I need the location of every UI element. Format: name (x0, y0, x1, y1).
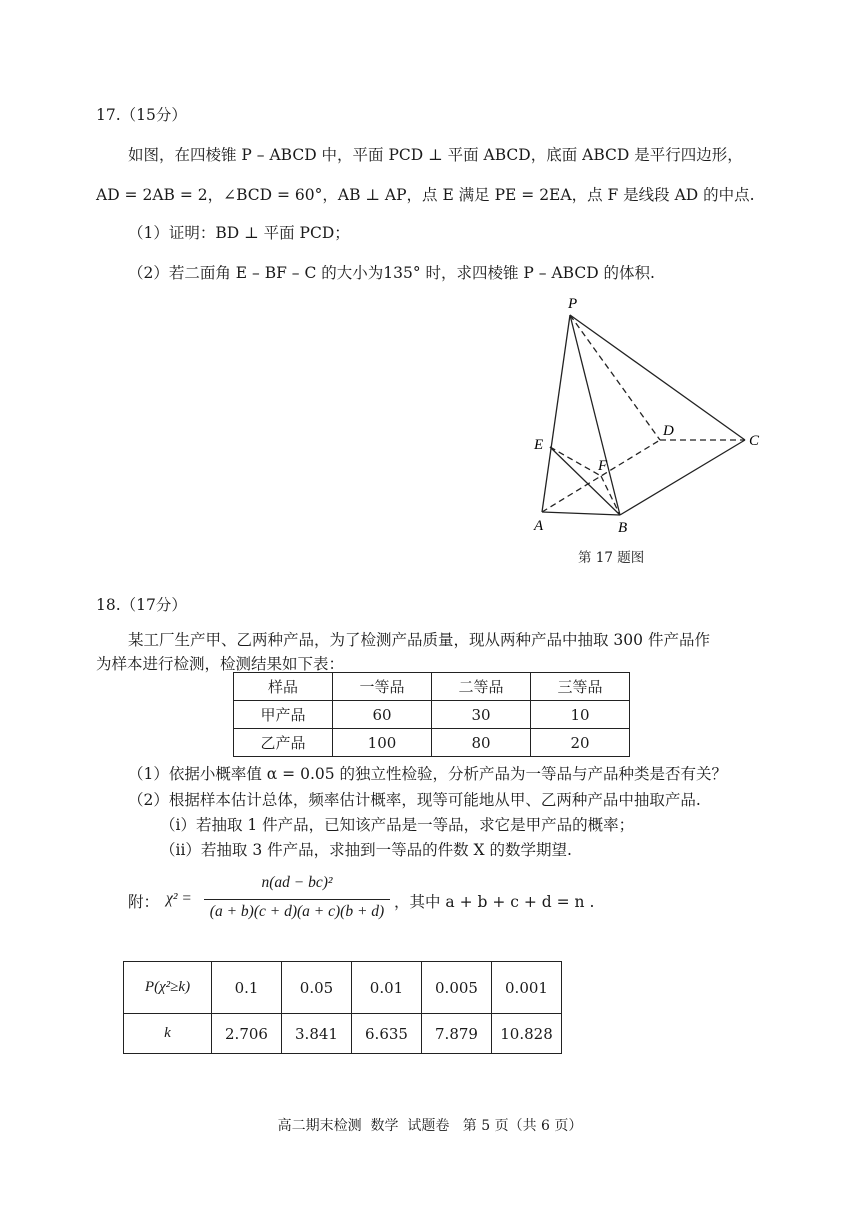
q18-intro-line2: 为样本进行检测，检测结果如下表： (96, 655, 345, 673)
q17-figure-caption: 第 17 题图 (578, 550, 645, 566)
q17-stem-line2: AD = 2AB = 2，∠BCD = 60°，AB ⊥ AP，点 E 满足 PE = 2EA，点 F 是线段 AD 的中点. (96, 186, 755, 204)
chi-square-lhs: χ² = (166, 890, 192, 907)
table-cell: 0.01 (352, 962, 422, 1014)
table-header-row (234, 673, 630, 701)
q18-sub2: （ii）若抽取 3 件产品，求抽到一等品的件数 X 的数学期望. (160, 841, 572, 859)
q17-stem-line1: 如图，在四棱锥 P – ABCD 中，平面 PCD ⊥ 平面 ABCD，底面 ABCD 是平行四边形， (128, 146, 743, 164)
edge-AB (542, 512, 620, 515)
table-row (124, 962, 562, 1014)
edge-BC (620, 440, 745, 515)
label-E: E (534, 437, 544, 453)
formula-condition: ，其中 a + b + c + d = n . (394, 893, 595, 911)
table-header-cell: 三等品 (531, 673, 630, 701)
table-row (234, 729, 630, 757)
label-D: D (663, 423, 674, 439)
table-cell: 20 (531, 729, 630, 757)
edge-PD (570, 315, 660, 440)
appendix-label: 附： (128, 893, 160, 911)
table-row (234, 701, 630, 729)
label-P: P (568, 296, 578, 312)
q18-part1: （1）依据小概率值 α = 0.05 的独立性检验，分析产品为一等品与产品种类是否有关？ (128, 765, 728, 783)
table-header-cell: 样品 (234, 673, 333, 701)
table-cell: 30 (432, 701, 531, 729)
formula-numerator: n(ad − bc)² (261, 874, 333, 891)
table-cell: k (124, 1014, 212, 1054)
edge-EB (550, 447, 620, 515)
table-header-cell: 二等品 (432, 673, 531, 701)
q18-sub1: （i）若抽取 1 件产品，已知该产品是一等品，求它是甲产品的概率； (160, 816, 635, 834)
table-cell: 100 (333, 729, 432, 757)
label-C: C (749, 433, 760, 449)
table-cell: 60 (333, 701, 432, 729)
q18-intro-line1: 某工厂生产甲、乙两种产品，为了检测产品质量，现从两种产品中抽取 300 件产品作 (128, 631, 710, 649)
label-A: A (534, 518, 544, 534)
fraction-bar (204, 899, 390, 900)
formula-denominator: (a + b)(c + d)(a + c)(b + d) (209, 903, 385, 920)
table-cell: 甲产品 (234, 701, 333, 729)
table-cell: 0.001 (492, 962, 562, 1014)
edge-PA (542, 315, 570, 512)
label-F: F (598, 458, 608, 474)
table-cell: 2.706 (212, 1014, 282, 1054)
table-cell: 80 (432, 729, 531, 757)
q18-header: 18.（17分） (96, 596, 187, 614)
table-cell: P(χ²≥k) (124, 962, 212, 1014)
q17-header: 17.（15分） (96, 106, 187, 124)
q18-part2: （2）根据样本估计总体，频率估计概率，现等可能地从甲、乙两种产品中抽取产品. (128, 791, 701, 809)
table-cell: 7.879 (422, 1014, 492, 1054)
q18-result-table (233, 672, 630, 757)
q17-part1: （1）证明：BD ⊥ 平面 PCD； (128, 224, 350, 242)
table-cell: 0.05 (282, 962, 352, 1014)
chi-square-reference-table (123, 961, 562, 1054)
table-cell: 10 (531, 701, 630, 729)
table-header-cell: 一等品 (333, 673, 432, 701)
table-row (124, 1014, 562, 1054)
table-cell: 乙产品 (234, 729, 333, 757)
page-footer: 高二期末检测 数学 试题卷 第 5 页（共 6 页） (277, 1118, 583, 1134)
edge-FB (601, 476, 620, 515)
table-cell: 0.1 (212, 962, 282, 1014)
label-B: B (618, 520, 628, 536)
q17-part2: （2）若二面角 E – BF – C 的大小为135° 时，求四棱锥 P – ABCD 的体积. (128, 264, 655, 282)
table-cell: 3.841 (282, 1014, 352, 1054)
table-cell: 10.828 (492, 1014, 562, 1054)
q17-pyramid-figure (520, 290, 780, 545)
table-cell: 0.005 (422, 962, 492, 1014)
table-cell: 6.635 (352, 1014, 422, 1054)
